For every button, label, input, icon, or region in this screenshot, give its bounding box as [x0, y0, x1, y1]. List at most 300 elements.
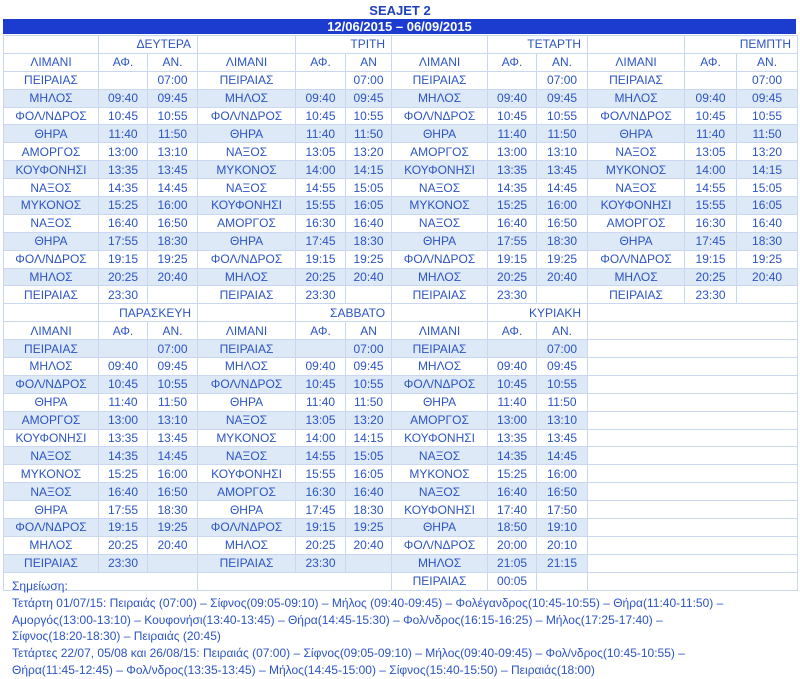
departure-cell: 11:50	[148, 125, 198, 143]
arrival-cell: 10:45	[488, 107, 537, 125]
day-spacer-cell	[392, 36, 488, 54]
arrival-cell: 16:40	[488, 214, 537, 232]
departure-cell: 16:00	[148, 465, 198, 483]
day-spacer-cell	[4, 36, 99, 54]
table-row	[4, 501, 798, 519]
arrival-cell: 16:40	[488, 483, 537, 501]
departure-cell: 13:20	[346, 143, 392, 161]
day-spacer-cell	[4, 304, 99, 322]
port-cell: ΠΕΙΡΑΙΑΣ	[198, 554, 296, 572]
arrival-cell: 14:35	[99, 447, 148, 465]
arrival-cell: 10:45	[685, 107, 737, 125]
departure-cell: 19:25	[148, 519, 198, 537]
port-cell: ΠΕΙΡΑΙΑΣ	[392, 572, 488, 590]
arrival-cell	[685, 71, 737, 89]
port-cell: ΦΟΛ/ΝΔΡΟΣ	[392, 536, 488, 554]
departure-cell: 16:05	[737, 197, 798, 215]
port-cell: ΦΟΛ/ΝΔΡΟΣ	[392, 250, 488, 268]
port-cell: ΜΗΛΟΣ	[198, 89, 296, 107]
arrival-cell: 13:05	[685, 143, 737, 161]
table-row	[4, 483, 798, 501]
empty-cell	[588, 358, 798, 376]
departure-cell: 16:00	[537, 197, 588, 215]
arrival-cell: 09:40	[488, 89, 537, 107]
port-cell: ΝΑΞΟΣ	[588, 179, 685, 197]
departure-cell	[346, 286, 392, 304]
departure-cell: 07:00	[537, 340, 588, 358]
departure-cell: 21:15	[537, 554, 588, 572]
departure-cell: 20:40	[346, 268, 392, 286]
table-row	[4, 214, 798, 232]
empty-cell	[588, 483, 798, 501]
port-cell: ΑΜΟΡΓΟΣ	[392, 411, 488, 429]
port-column-header: ΛΙΜΑΝΙ	[392, 53, 488, 71]
arrival-cell: 13:00	[488, 411, 537, 429]
arrival-cell: 13:35	[99, 429, 148, 447]
empty-cell	[588, 322, 798, 340]
port-cell: ΝΑΞΟΣ	[588, 143, 685, 161]
arrival-cell	[99, 340, 148, 358]
port-cell: ΘΗΡΑ	[4, 393, 99, 411]
arrival-cell: 18:50	[488, 519, 537, 537]
empty-cell	[588, 465, 798, 483]
port-cell: ΘΗΡΑ	[198, 393, 296, 411]
empty-cell	[588, 501, 798, 519]
departure-cell: 14:45	[537, 179, 588, 197]
port-cell: ΝΑΞΟΣ	[198, 411, 296, 429]
port-cell: ΘΗΡΑ	[392, 393, 488, 411]
day-header: ΣΑΒΒΑΤΟ	[296, 304, 392, 322]
day-header: ΚΥΡΙΑΚΗ	[488, 304, 588, 322]
table-row	[4, 536, 798, 554]
port-cell: ΝΑΞΟΣ	[4, 483, 99, 501]
arrival-column-header: ΑΦ.	[488, 53, 537, 71]
departure-cell: 16:05	[346, 197, 392, 215]
port-cell: ΦΟΛ/ΝΔΡΟΣ	[392, 375, 488, 393]
arrival-cell: 09:40	[296, 358, 346, 376]
departure-cell: 14:45	[148, 179, 198, 197]
arrival-cell: 20:25	[296, 268, 346, 286]
departure-column-header: ΑΝ	[346, 53, 392, 71]
table-row	[4, 340, 798, 358]
day-header: ΤΕΤΑΡΤΗ	[488, 36, 588, 54]
port-cell: ΜΗΛΟΣ	[588, 89, 685, 107]
table-row	[4, 429, 798, 447]
port-cell: ΠΕΙΡΑΙΑΣ	[392, 340, 488, 358]
note-line: Αμοργός(13:00-13:10) – Κουφονήσι(13:40-13:45) – Θήρα(14:45-15:30) – Φολ/νδρος(16:15-16:25) – Μήλος(17:25-17:40) –	[12, 612, 663, 627]
arrival-cell: 13:35	[488, 161, 537, 179]
arrival-cell: 13:05	[296, 411, 346, 429]
arrival-cell: 16:40	[99, 483, 148, 501]
arrival-cell	[99, 71, 148, 89]
ship-title: SEAJET 2	[369, 3, 431, 18]
port-cell: ΘΗΡΑ	[198, 501, 296, 519]
departure-cell: 13:10	[148, 411, 198, 429]
port-cell: ΜΗΛΟΣ	[4, 358, 99, 376]
port-cell: ΜΗΛΟΣ	[198, 268, 296, 286]
arrival-cell: 23:30	[296, 554, 346, 572]
port-cell: ΠΕΙΡΑΙΑΣ	[392, 286, 488, 304]
port-cell: ΜΗΛΟΣ	[4, 89, 99, 107]
departure-cell: 07:00	[737, 71, 798, 89]
arrival-cell: 16:30	[296, 483, 346, 501]
port-cell: ΠΕΙΡΑΙΑΣ	[198, 340, 296, 358]
departure-cell	[737, 286, 798, 304]
departure-cell: 20:10	[537, 536, 588, 554]
port-cell: ΠΕΙΡΑΙΑΣ	[198, 71, 296, 89]
table-row	[4, 143, 798, 161]
port-cell: ΜΥΚΟΝΟΣ	[4, 465, 99, 483]
departure-cell: 13:45	[148, 161, 198, 179]
arrival-cell: 17:45	[296, 232, 346, 250]
arrival-cell: 15:55	[296, 197, 346, 215]
table-row	[4, 268, 798, 286]
port-cell: ΘΗΡΑ	[198, 232, 296, 250]
arrival-cell: 20:00	[488, 536, 537, 554]
arrival-cell: 19:15	[685, 250, 737, 268]
arrival-cell: 16:30	[685, 214, 737, 232]
port-cell: ΚΟΥΦΟΝΗΣΙ	[198, 197, 296, 215]
departure-cell: 11:50	[537, 125, 588, 143]
arrival-cell: 15:25	[488, 465, 537, 483]
arrival-cell: 11:40	[488, 393, 537, 411]
departure-cell: 16:40	[346, 214, 392, 232]
arrival-cell: 11:40	[296, 393, 346, 411]
column-header-row	[4, 322, 798, 340]
arrival-column-header: ΑΦ.	[488, 322, 537, 340]
departure-cell: 09:45	[346, 89, 392, 107]
port-cell: ΜΗΛΟΣ	[198, 536, 296, 554]
port-cell: ΘΗΡΑ	[588, 232, 685, 250]
table-row	[4, 161, 798, 179]
day-spacer-cell	[588, 36, 685, 54]
port-cell: ΜΥΚΟΝΟΣ	[588, 161, 685, 179]
departure-cell: 16:00	[148, 197, 198, 215]
departure-cell: 10:55	[346, 375, 392, 393]
arrival-cell: 19:15	[488, 250, 537, 268]
departure-cell: 14:15	[346, 429, 392, 447]
arrival-cell: 19:15	[296, 519, 346, 537]
port-cell: ΦΟΛ/ΝΔΡΟΣ	[4, 519, 99, 537]
arrival-cell: 10:45	[296, 375, 346, 393]
arrival-cell: 14:55	[685, 179, 737, 197]
departure-cell: 07:00	[346, 71, 392, 89]
port-column-header: ΛΙΜΑΝΙ	[588, 53, 685, 71]
port-cell: ΦΟΛ/ΝΔΡΟΣ	[198, 107, 296, 125]
port-cell: ΚΟΥΦΟΝΗΣΙ	[392, 161, 488, 179]
arrival-cell: 14:55	[296, 179, 346, 197]
arrival-cell: 14:00	[296, 161, 346, 179]
departure-cell: 16:50	[148, 214, 198, 232]
departure-cell: 07:00	[148, 340, 198, 358]
departure-cell	[148, 286, 198, 304]
port-cell: ΜΗΛΟΣ	[588, 268, 685, 286]
arrival-cell: 20:25	[296, 536, 346, 554]
port-cell: ΦΟΛ/ΝΔΡΟΣ	[588, 107, 685, 125]
arrival-cell: 20:25	[685, 268, 737, 286]
departure-cell: 07:00	[537, 71, 588, 89]
arrival-cell: 17:55	[99, 501, 148, 519]
arrival-column-header: ΑΦ.	[99, 322, 148, 340]
departure-cell: 16:40	[346, 483, 392, 501]
arrival-cell	[488, 340, 537, 358]
departure-cell: 16:40	[737, 214, 798, 232]
note-line: Τετάρτη 01/07/15: Πειραιάς (07:00) – Σίφνος(09:05-09:10) – Μήλος (09:40-09:45) – Φολέγανδρος(10:45-10:55) – Θήρα(11:40-11:50) –	[12, 595, 724, 610]
departure-cell: 10:55	[737, 107, 798, 125]
port-column-header: ΛΙΜΑΝΙ	[198, 322, 296, 340]
departure-cell: 16:05	[346, 465, 392, 483]
port-cell: ΚΟΥΦΟΝΗΣΙ	[4, 161, 99, 179]
arrival-cell: 15:55	[296, 465, 346, 483]
empty-cell	[588, 536, 798, 554]
table-row	[4, 286, 798, 304]
port-cell: ΜΥΚΟΝΟΣ	[4, 197, 99, 215]
empty-cell	[588, 411, 798, 429]
port-cell: ΑΜΟΡΓΟΣ	[4, 411, 99, 429]
departure-cell: 13:45	[537, 429, 588, 447]
port-cell: ΑΜΟΡΓΟΣ	[588, 214, 685, 232]
arrival-cell: 09:40	[685, 89, 737, 107]
arrival-cell: 16:40	[99, 214, 148, 232]
arrival-cell: 13:35	[488, 429, 537, 447]
port-cell: ΘΗΡΑ	[392, 232, 488, 250]
day-header: ΔΕΥΤΕΡΑ	[99, 36, 198, 54]
port-cell: ΚΟΥΦΟΝΗΣΙ	[588, 197, 685, 215]
arrival-cell	[488, 71, 537, 89]
departure-cell: 19:25	[346, 250, 392, 268]
note-line: Θήρα(11:45-12:45) – Φολ/νδρος(13:35-13:45) – Μήλος(14:45-15:00) – Σίφνος(15:40-15:50) – Πειραιάς(18:00)	[12, 662, 595, 677]
port-cell: ΜΥΚΟΝΟΣ	[198, 429, 296, 447]
port-cell: ΦΟΛ/ΝΔΡΟΣ	[198, 250, 296, 268]
departure-cell: 13:10	[537, 411, 588, 429]
port-cell: ΜΗΛΟΣ	[392, 554, 488, 572]
departure-cell: 11:50	[346, 125, 392, 143]
port-cell: ΘΗΡΑ	[392, 125, 488, 143]
port-cell: ΜΥΚΟΝΟΣ	[198, 161, 296, 179]
port-cell: ΘΗΡΑ	[588, 125, 685, 143]
arrival-cell: 23:30	[99, 554, 148, 572]
arrival-cell: 15:25	[99, 197, 148, 215]
departure-cell: 15:05	[346, 179, 392, 197]
departure-cell: 13:45	[148, 429, 198, 447]
empty-cell	[588, 554, 798, 572]
arrival-cell: 10:45	[296, 107, 346, 125]
arrival-cell: 13:05	[296, 143, 346, 161]
departure-cell: 10:55	[148, 375, 198, 393]
departure-column-header: ΑΝ.	[537, 53, 588, 71]
departure-cell: 07:00	[148, 71, 198, 89]
departure-column-header: ΑΝ.	[737, 53, 798, 71]
arrival-cell: 13:35	[99, 161, 148, 179]
port-cell: ΠΕΙΡΑΙΑΣ	[588, 71, 685, 89]
day-spacer-cell	[198, 304, 296, 322]
port-cell: ΝΑΞΟΣ	[198, 143, 296, 161]
port-cell: ΦΟΛ/ΝΔΡΟΣ	[588, 250, 685, 268]
departure-cell: 14:45	[148, 447, 198, 465]
table-row	[4, 125, 798, 143]
port-cell: ΘΗΡΑ	[392, 519, 488, 537]
departure-cell: 16:00	[537, 465, 588, 483]
table-row	[4, 197, 798, 215]
day-spacer-cell	[198, 36, 296, 54]
arrival-cell: 14:35	[488, 447, 537, 465]
port-cell: ΠΕΙΡΑΙΑΣ	[588, 286, 685, 304]
arrival-cell: 17:55	[99, 232, 148, 250]
departure-cell: 13:20	[346, 411, 392, 429]
arrival-cell: 19:15	[99, 519, 148, 537]
table-row	[4, 447, 798, 465]
arrival-cell: 11:40	[99, 393, 148, 411]
note-line: Σίφνος(18:20-18:30) – Πειραιάς (20:45)	[12, 629, 221, 644]
arrival-cell: 13:00	[99, 411, 148, 429]
arrival-cell: 09:40	[99, 358, 148, 376]
arrival-cell: 10:45	[99, 107, 148, 125]
arrival-cell: 09:40	[99, 89, 148, 107]
table-row	[4, 393, 798, 411]
arrival-cell: 20:25	[99, 268, 148, 286]
departure-column-header: ΑΝ.	[148, 322, 198, 340]
departure-cell: 19:25	[148, 250, 198, 268]
arrival-cell: 17:45	[685, 232, 737, 250]
arrival-cell: 14:00	[296, 429, 346, 447]
port-cell: ΚΟΥΦΟΝΗΣΙ	[4, 429, 99, 447]
arrival-cell: 14:00	[685, 161, 737, 179]
arrival-cell: 09:40	[296, 89, 346, 107]
table-row	[4, 375, 798, 393]
table-row	[4, 179, 798, 197]
arrival-cell: 11:40	[685, 125, 737, 143]
arrival-cell: 10:45	[488, 375, 537, 393]
departure-cell: 11:50	[148, 393, 198, 411]
port-cell: ΝΑΞΟΣ	[4, 447, 99, 465]
port-cell: ΝΑΞΟΣ	[392, 214, 488, 232]
port-cell: ΠΕΙΡΑΙΑΣ	[392, 71, 488, 89]
departure-cell: 09:45	[537, 89, 588, 107]
departure-cell: 19:25	[537, 250, 588, 268]
departure-cell: 16:50	[148, 483, 198, 501]
port-cell: ΚΟΥΦΟΝΗΣΙ	[392, 501, 488, 519]
port-cell: ΦΟΛ/ΝΔΡΟΣ	[4, 107, 99, 125]
port-cell: ΠΕΙΡΑΙΑΣ	[4, 554, 99, 572]
departure-cell: 11:50	[346, 393, 392, 411]
port-cell: ΝΑΞΟΣ	[198, 179, 296, 197]
arrival-cell: 15:25	[99, 465, 148, 483]
table-row	[4, 519, 798, 537]
day-spacer-cell	[392, 304, 488, 322]
port-cell: ΜΗΛΟΣ	[392, 268, 488, 286]
departure-cell: 17:50	[537, 501, 588, 519]
note-line: Τετάρτες 22/07, 05/08 και 26/08/15: Πειραιάς (07:00) – Σίφνος(09:05-09:10) – Μήλος(09:40-09:45) – Φολ/νδρος(10:45-10:55) –	[12, 646, 685, 661]
departure-cell: 14:45	[537, 447, 588, 465]
arrival-cell: 14:55	[296, 447, 346, 465]
departure-cell: 18:30	[346, 501, 392, 519]
departure-cell: 16:50	[537, 483, 588, 501]
port-column-header: ΛΙΜΑΝΙ	[198, 53, 296, 71]
port-cell: ΝΑΞΟΣ	[392, 179, 488, 197]
arrival-cell: 15:55	[685, 197, 737, 215]
arrival-cell: 19:15	[296, 250, 346, 268]
arrival-cell: 20:25	[488, 268, 537, 286]
departure-column-header: ΑΝ.	[148, 53, 198, 71]
port-cell: ΚΟΥΦΟΝΗΣΙ	[392, 429, 488, 447]
departure-cell: 09:45	[737, 89, 798, 107]
port-cell: ΘΗΡΑ	[4, 125, 99, 143]
arrival-cell	[296, 71, 346, 89]
port-cell: ΠΕΙΡΑΙΑΣ	[198, 286, 296, 304]
departure-cell: 18:30	[346, 232, 392, 250]
arrival-cell: 15:25	[488, 197, 537, 215]
port-cell: ΘΗΡΑ	[198, 125, 296, 143]
notes-heading: Σημείωση:	[12, 579, 68, 593]
day-header-row	[4, 304, 798, 322]
departure-cell: 09:45	[148, 358, 198, 376]
arrival-cell: 09:40	[488, 358, 537, 376]
departure-cell: 16:50	[537, 214, 588, 232]
arrival-cell: 19:15	[99, 250, 148, 268]
port-cell: ΝΑΞΟΣ	[392, 483, 488, 501]
empty-cell	[588, 304, 798, 322]
day-header-row	[4, 36, 798, 54]
port-cell: ΘΗΡΑ	[4, 501, 99, 519]
port-cell: ΝΑΞΟΣ	[392, 447, 488, 465]
arrival-column-header: ΑΦ.	[99, 53, 148, 71]
port-cell: ΑΜΟΡΓΟΣ	[392, 143, 488, 161]
departure-cell: 13:45	[537, 161, 588, 179]
departure-cell: 15:05	[346, 447, 392, 465]
departure-cell: 19:10	[537, 519, 588, 537]
day-header: ΤΡΙΤΗ	[296, 36, 392, 54]
departure-cell: 15:05	[737, 179, 798, 197]
departure-cell: 20:40	[737, 268, 798, 286]
day-header: ΠΑΡΑΣΚΕΥΗ	[99, 304, 198, 322]
arrival-column-header: ΑΦ.	[296, 322, 346, 340]
column-header-row	[4, 53, 798, 71]
departure-cell: 20:40	[148, 536, 198, 554]
arrival-cell	[296, 340, 346, 358]
departure-cell: 10:55	[537, 375, 588, 393]
port-column-header: ΛΙΜΑΝΙ	[392, 322, 488, 340]
port-cell: ΦΟΛ/ΝΔΡΟΣ	[198, 375, 296, 393]
arrival-cell: 10:45	[99, 375, 148, 393]
departure-cell: 11:50	[537, 393, 588, 411]
departure-cell: 20:40	[537, 268, 588, 286]
table-row	[4, 89, 798, 107]
arrival-cell: 17:55	[488, 232, 537, 250]
departure-cell: 20:40	[346, 536, 392, 554]
port-cell: ΠΕΙΡΑΙΑΣ	[4, 340, 99, 358]
departure-cell: 09:45	[148, 89, 198, 107]
departure-cell	[537, 286, 588, 304]
port-cell: ΝΑΞΟΣ	[4, 179, 99, 197]
port-cell: ΝΑΞΟΣ	[4, 214, 99, 232]
table-row	[4, 71, 798, 89]
port-cell: ΦΟΛ/ΝΔΡΟΣ	[4, 250, 99, 268]
port-cell: ΑΜΟΡΓΟΣ	[198, 483, 296, 501]
departure-cell: 13:10	[148, 143, 198, 161]
arrival-cell: 23:30	[488, 286, 537, 304]
port-column-header: ΛΙΜΑΝΙ	[4, 53, 99, 71]
departure-cell: 19:25	[737, 250, 798, 268]
departure-cell: 11:50	[737, 125, 798, 143]
port-cell: ΠΕΙΡΑΙΑΣ	[4, 71, 99, 89]
port-cell: ΜΥΚΟΝΟΣ	[392, 465, 488, 483]
arrival-cell: 17:40	[488, 501, 537, 519]
table-row	[4, 465, 798, 483]
table-row	[4, 554, 798, 572]
departure-cell: 18:30	[737, 232, 798, 250]
port-cell: ΑΜΟΡΓΟΣ	[4, 143, 99, 161]
arrival-cell: 20:25	[99, 536, 148, 554]
